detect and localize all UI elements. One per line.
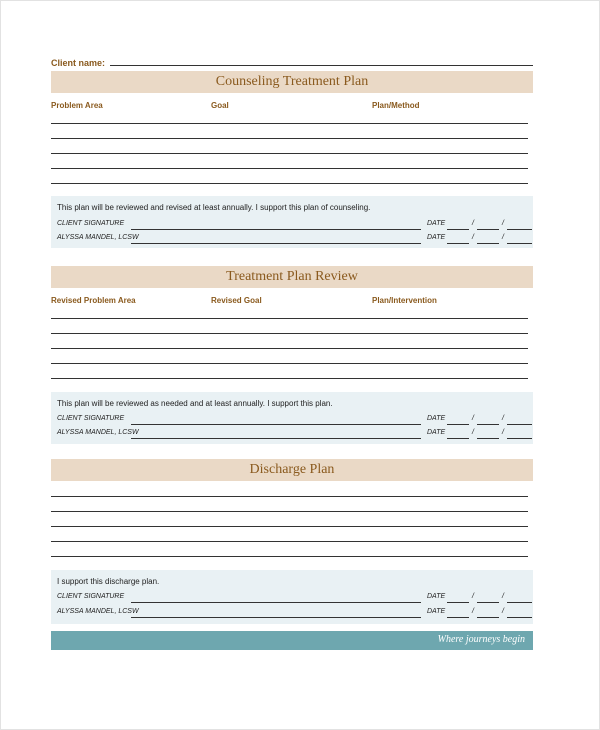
date-label: DATE (427, 593, 446, 600)
date-day-line[interactable] (477, 438, 499, 439)
signature-line[interactable] (131, 602, 421, 603)
date-label: DATE (427, 234, 446, 241)
date-slash: / (472, 608, 474, 615)
date-day-line[interactable] (477, 617, 499, 618)
signature-line[interactable] (131, 229, 421, 230)
section-title-counseling-treatment-plan: Counseling Treatment Plan (51, 71, 533, 93)
date-slash: / (502, 234, 504, 241)
date-slash: / (472, 415, 474, 422)
column-header: Plan/Method (372, 101, 420, 110)
client-name-label: Client name: (51, 58, 106, 68)
date-slash: / (472, 220, 474, 227)
writing-line[interactable] (51, 556, 528, 557)
date-month-line[interactable] (447, 617, 469, 618)
signature-line[interactable] (131, 438, 421, 439)
date-year-line[interactable] (507, 243, 532, 244)
column-header: Revised Problem Area (51, 296, 136, 305)
signer-label: ALYSSA MANDEL, LCSW (57, 234, 139, 241)
writing-line[interactable] (51, 183, 528, 184)
writing-line[interactable] (51, 511, 528, 512)
column-headers (51, 296, 533, 308)
date-month-line[interactable] (447, 424, 469, 425)
date-year-line[interactable] (507, 617, 532, 618)
signature-row-client (57, 220, 529, 231)
date-month-line[interactable] (447, 438, 469, 439)
date-slash: / (502, 220, 504, 227)
agreement-statement: This plan will be reviewed and revised at least annually. I support this plan of counseling. (57, 203, 371, 212)
column-header: Problem Area (51, 101, 103, 110)
date-month-line[interactable] (447, 243, 469, 244)
agreement-statement: I support this discharge plan. (57, 577, 160, 586)
signature-row-counselor (57, 234, 529, 245)
writing-line[interactable] (51, 541, 528, 542)
date-day-line[interactable] (477, 424, 499, 425)
date-label: DATE (427, 608, 446, 615)
signature-row-client (57, 415, 529, 426)
footer-tagline: Where journeys begin (437, 634, 525, 645)
date-year-line[interactable] (507, 602, 532, 603)
date-slash: / (502, 415, 504, 422)
writing-line[interactable] (51, 378, 528, 379)
date-slash: / (472, 429, 474, 436)
writing-line[interactable] (51, 526, 528, 527)
writing-line[interactable] (51, 333, 528, 334)
date-slash: / (472, 593, 474, 600)
writing-line[interactable] (51, 363, 528, 364)
section-title-discharge-plan: Discharge Plan (51, 459, 533, 481)
date-day-line[interactable] (477, 243, 499, 244)
date-label: DATE (427, 415, 446, 422)
writing-line[interactable] (51, 348, 528, 349)
section-title-treatment-plan-review: Treatment Plan Review (51, 266, 533, 288)
column-header: Revised Goal (211, 296, 262, 305)
client-name-field[interactable] (51, 52, 533, 68)
agreement-statement: This plan will be reviewed as needed and at least annually. I support this plan. (57, 399, 333, 408)
signature-line[interactable] (131, 617, 421, 618)
signature-row-counselor (57, 608, 529, 619)
client-name-line[interactable] (110, 65, 533, 66)
date-slash: / (502, 608, 504, 615)
signature-box (51, 570, 533, 624)
signer-label: CLIENT SIGNATURE (57, 220, 125, 227)
column-header: Goal (211, 101, 229, 110)
date-slash: / (502, 429, 504, 436)
date-month-line[interactable] (447, 602, 469, 603)
date-label: DATE (427, 429, 446, 436)
footer-banner (51, 631, 533, 650)
signer-label: ALYSSA MANDEL, LCSW (57, 429, 139, 436)
date-slash: / (502, 593, 504, 600)
date-year-line[interactable] (507, 229, 532, 230)
writing-line[interactable] (51, 153, 528, 154)
date-year-line[interactable] (507, 424, 532, 425)
writing-line[interactable] (51, 318, 528, 319)
column-headers (51, 101, 533, 113)
date-year-line[interactable] (507, 438, 532, 439)
date-day-line[interactable] (477, 229, 499, 230)
signature-line[interactable] (131, 243, 421, 244)
signer-label: ALYSSA MANDEL, LCSW (57, 608, 139, 615)
writing-line[interactable] (51, 138, 528, 139)
signature-row-counselor (57, 429, 529, 440)
signature-line[interactable] (131, 424, 421, 425)
signature-row-client (57, 593, 529, 604)
column-header: Plan/Intervention (372, 296, 437, 305)
signature-box (51, 196, 533, 248)
date-label: DATE (427, 220, 446, 227)
signature-box (51, 392, 533, 444)
signer-label: CLIENT SIGNATURE (57, 415, 125, 422)
date-day-line[interactable] (477, 602, 499, 603)
date-month-line[interactable] (447, 229, 469, 230)
writing-line[interactable] (51, 123, 528, 124)
writing-line[interactable] (51, 496, 528, 497)
date-slash: / (472, 234, 474, 241)
signer-label: CLIENT SIGNATURE (57, 593, 125, 600)
writing-line[interactable] (51, 168, 528, 169)
